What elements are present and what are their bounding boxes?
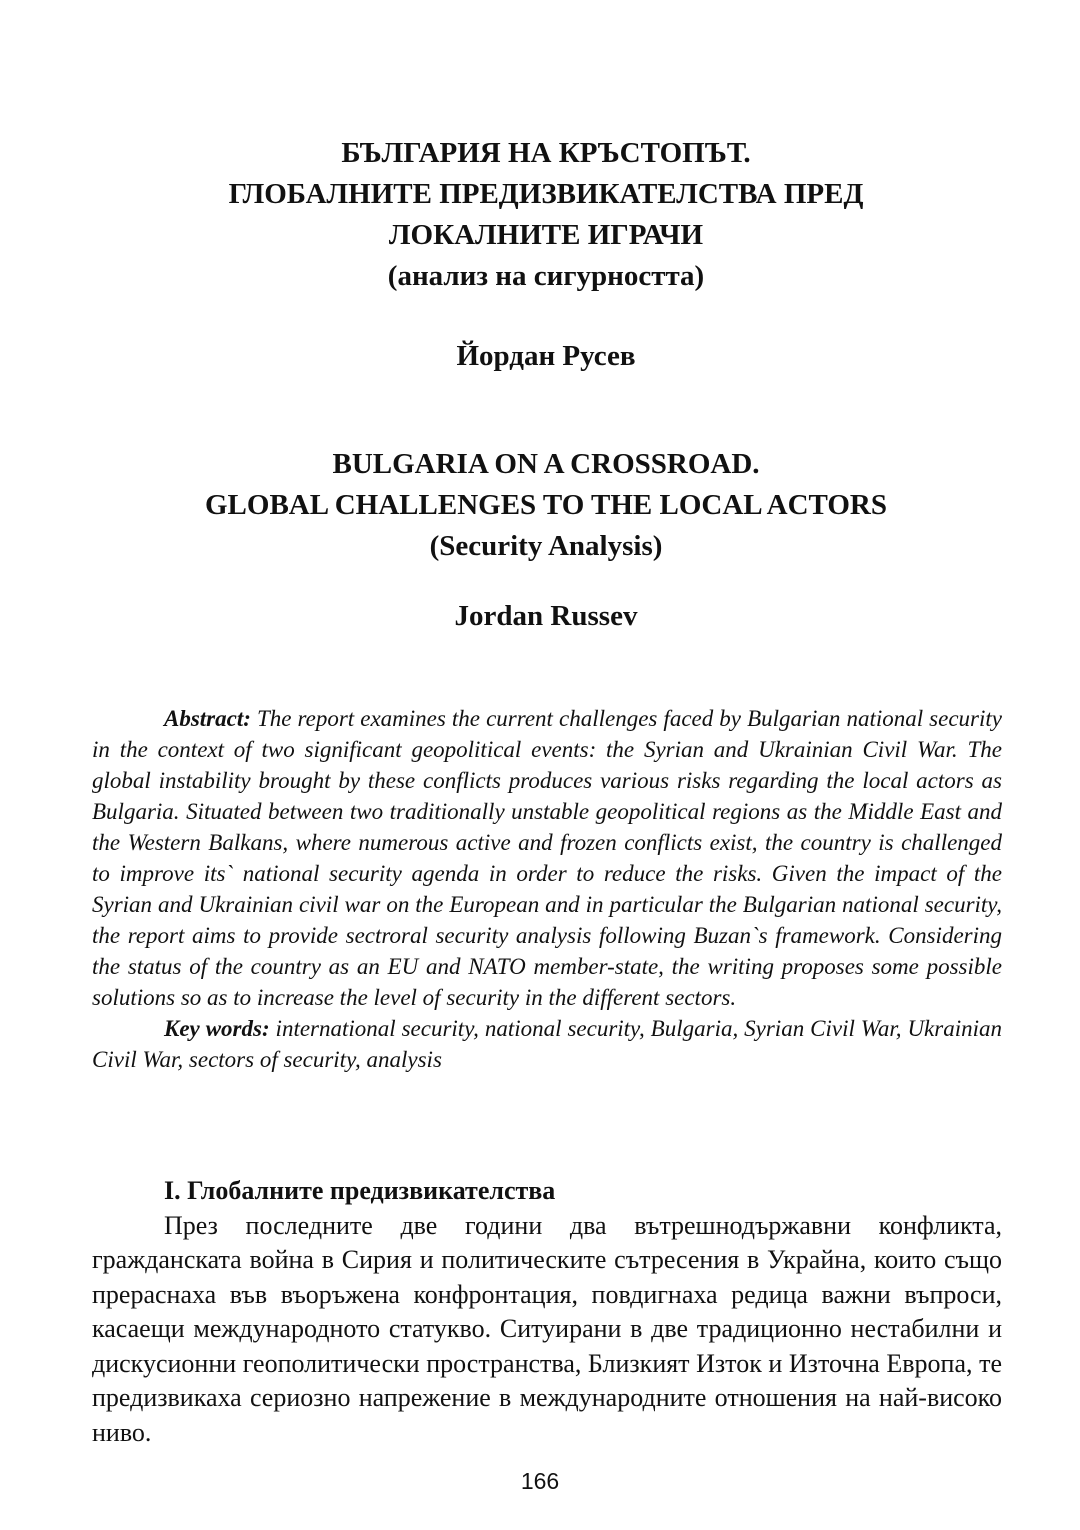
- abstract-text: The report examines the current challenges faced by Bulgarian national security in the context of two significant geopolitical events: the Syrian and Ukrainian Civil War. The global instability brought by these conflicts produces various risks regarding the local actors as Bulgaria. Situated between two traditionally unstable geopolitical regions as the Middle East and the Western Balkans, where numerous active and frozen conflicts exist, the country is challenged to improve its` national security agenda in order to reduce the risks. Given the impact of the Syrian and Ukrainian civil war on the European and in particular the Bulgarian national security, the report aims to provide sectroral security analysis following Buzan`s framework. Considering the status of the country as an EU and NATO member-state, the writing proposes some possible solutions so as to increase the level of security in the different sectors.: [92, 706, 1002, 1010]
- bulgarian-subtitle: (анализ на сигурността): [387, 260, 705, 292]
- section-heading: I. Глобалните предизвикателства: [164, 1176, 556, 1205]
- english-title: [90, 444, 1002, 567]
- section-paragraph: През последните две години два вътрешнодържавни конфликта, гражданската война в Сирия и политическите сътресения в Украйна, които също прераснаха във въоръжена конфронтация, повдигнаха редица важни въпроси, касаещи международното статукво. Ситуирани в две традиционно нестабилни и дискусионни геополитически пространства, Близкият Изток и Източна Европа, те предизвикаха сериозно напрежение в международните отношения на най-високо ниво.: [92, 1210, 1002, 1447]
- bulgarian-author: Йордан Русев: [456, 340, 636, 372]
- abstract-block: [92, 703, 1002, 1075]
- section-1: [92, 1174, 1002, 1450]
- english-title-line-1: BULGARIA ON A CROSSROAD.: [332, 448, 760, 480]
- abstract-paragraph: [92, 703, 1002, 1013]
- bulgarian-title-line-3: ЛОКАЛНИТЕ ИГРАЧИ: [388, 219, 704, 251]
- page-number: 166: [520, 1468, 560, 1494]
- keywords-label: Key words:: [164, 1016, 270, 1041]
- bulgarian-title-line-2: ГЛОБАЛНИТЕ ПРЕДИЗВИКАТЕЛСТВА ПРЕД: [228, 178, 864, 210]
- bulgarian-title-line-1: БЪЛГАРИЯ НА КРЪСТОПЪТ.: [341, 137, 751, 169]
- english-title-line-2: GLOBAL CHALLENGES TO THE LOCAL ACTORS: [204, 489, 887, 521]
- keywords-paragraph: [92, 1013, 1002, 1075]
- english-author: Jordan Russev: [454, 600, 638, 632]
- keywords-text: international security, national security, Bulgaria, Syrian Civil War, Ukrainian Civil War, sectors of security, analysis: [92, 1016, 1002, 1072]
- abstract-label: Abstract:: [164, 706, 251, 731]
- bulgarian-title: [90, 133, 1002, 297]
- english-subtitle: (Security Analysis): [429, 530, 663, 562]
